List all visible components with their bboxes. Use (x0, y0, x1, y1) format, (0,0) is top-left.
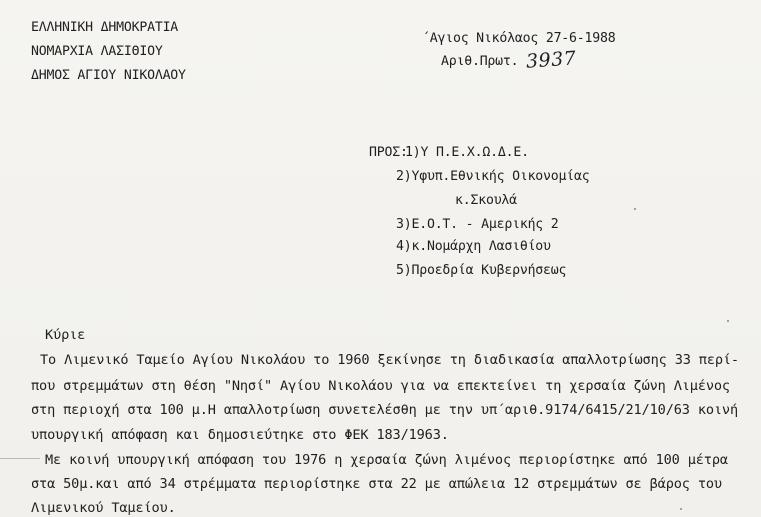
recipient-1: 1)Υ Π.Ε.Χ.Ω.Δ.Ε. (405, 145, 529, 160)
recipient-2: 2)Υφυπ.Εθνικής Οικονομίας (396, 169, 590, 184)
protocol-label: Αριθ.Πρωτ. (441, 54, 519, 69)
protocol-number-handwritten: 3937 (525, 47, 578, 73)
recipient-5: 5)Προεδρία Κυβερνήσεως (396, 263, 567, 278)
body-line: που στρεμμάτων στη θέση "Νησί" Αγίου Νικολάου για να επεκτείνει τη χερσαία ζώνη Λιμένος (31, 378, 730, 394)
recipients-label: ΠΡΟΣ: (369, 145, 408, 160)
recipient-3: 3)Ε.Ο.Τ. - Αμερικής 2 (396, 217, 559, 232)
sender-line-republic: ΕΛΛΗΝΙΚΗ ΔΗΜΟΚΡΑΤΙΑ (31, 20, 179, 35)
body-line: Με κοινή υπουργική απόφαση του 1976 η χερσαία ζώνη λιμένος περιορίστηκε από 100 μέτρα (45, 452, 728, 468)
recipient-2-attention: κ.Σκουλά (455, 193, 517, 208)
body-line: στη περιοχή στα 100 μ.Η απαλλοτρίωση συνετελέσθη με την υπ΄αριθ.9174/6415/21/10/63 κοινή (31, 402, 739, 418)
scan-speck (727, 320, 729, 322)
place-date: ΄Αγιος Νικόλαος 27-6-1988 (422, 31, 616, 46)
body-line: Το Λιμενικό Ταμείο Αγίου Νικολάου το 1960 ξεκίνησε τη διαδικασία απαλλοτρίωσης 33 περί- (40, 352, 739, 368)
recipient-4: 4)κ.Νομάρχη Λασιθίου (396, 239, 551, 254)
body-line: Λιμενικού Ταμείου. (31, 500, 176, 516)
scan-speck (680, 508, 682, 510)
salutation: Κύριε (45, 327, 86, 343)
sender-line-prefecture: ΝΟΜΑΡΧΙΑ ΛΑΣΙΘΙΟΥ (31, 44, 163, 59)
body-line: στα 50μ.και από 34 στρέμματα περιορίστηκε στα 22 με απώλεια 12 στρεμμάτων σε βάρος του (31, 476, 722, 492)
sender-line-municipality: ΔΗΜΟΣ ΑΓΙΟΥ ΝΙΚΟΛΑΟΥ (31, 68, 186, 83)
scan-mark (0, 458, 40, 459)
scan-speck (634, 208, 636, 210)
body-line: υπουργική απόφαση και δημοσιεύτηκε στο ΦΕΚ 183/1963. (31, 427, 449, 443)
